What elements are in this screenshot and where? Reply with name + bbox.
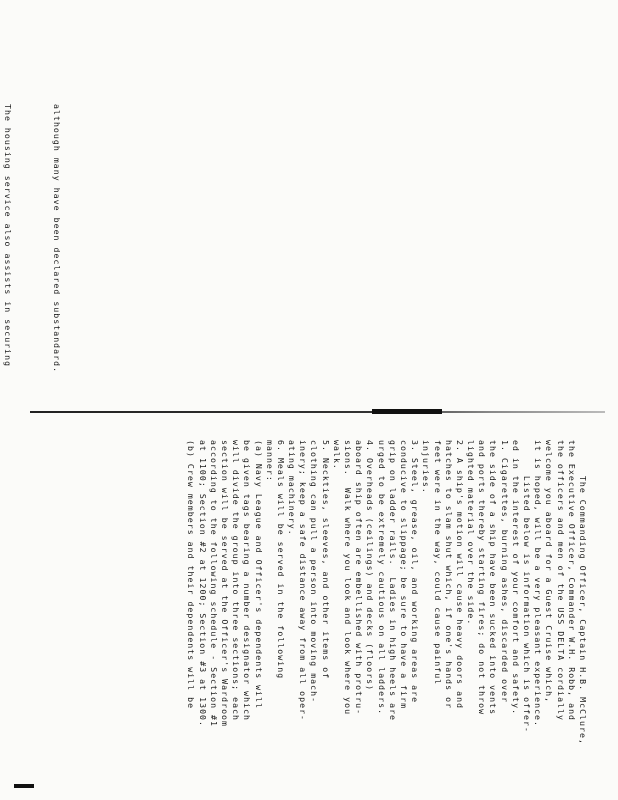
text-line: and ports thereby starting fires; do not throw (477, 440, 488, 716)
text-line: urged to be extremely cautious on all ladders. (376, 440, 387, 716)
text-line: section will be served at the Officer's Wardroom (220, 440, 230, 728)
text-line: aboard ship often are embellished with protru- (354, 440, 365, 716)
text-line: 4. Overheads (ceilings) and decks (floors) (365, 440, 376, 692)
text-line: feet were in the way, could cause painful (432, 440, 443, 686)
text-line: ed in the interest of your comfort and safety. (510, 440, 521, 716)
text-line: injuries. (421, 440, 432, 494)
text-line: walk. (331, 440, 342, 470)
text-line: welcome you aboard for a Guest Cruise which, (544, 440, 555, 704)
text-line: Listed below is information which is offer- (522, 440, 533, 733)
text-line: lighted material over the side. (466, 440, 477, 626)
text-line: 5. Neckties, sleeves, and other items of (320, 440, 331, 680)
text-line: conducive to slippage; be sure to have a firm (399, 440, 409, 710)
text-line: 6. Meals will be served in the following (275, 440, 286, 680)
text-line: will divide the group into three sections; each (231, 440, 242, 722)
text-line: according to the following schedule - Section #1 (208, 440, 219, 728)
text-line: The housing service also assists in securing (2, 104, 13, 368)
text-line: (a) Navy League and Officer's dependents will (253, 440, 264, 710)
upper-text-block (0, 104, 100, 379)
text-line: grip on ladder rails. Ladies in high heels are (387, 440, 398, 722)
text-line: the officers and men of the USS DELTA cordially (555, 440, 566, 722)
text-line: 2. A ship's motion will cause heavy doors and (454, 440, 465, 710)
text-line: be given tags bearing a number designator which (242, 440, 253, 722)
page-fold-line (30, 411, 605, 413)
lower-text-block (185, 440, 588, 745)
text-line: ating machinery. (287, 440, 298, 536)
text-line: 1. Cigarettes, burning ashes, discarded over (499, 440, 510, 704)
text-line: 3. Steel, grease, oil, and working areas are (410, 440, 421, 704)
text-line: at 1100; Section #2 at 1200; Section #3 at 1300. (197, 440, 208, 728)
text-line: manner: (264, 440, 275, 482)
text-line: it is hoped, will be a very pleasant experience. (533, 440, 544, 728)
text-line: (b) Crew members and their dependents will be (186, 440, 197, 710)
text-line: sions. Walk where you look and look where you (343, 440, 354, 716)
text-line: hatches to slam shut which, if one's hands or (443, 440, 454, 710)
text-line: the side of a ship have been sucked into vents (488, 440, 499, 716)
text-line: clothing can pull a person into moving mach- (309, 440, 320, 704)
text-line: The Commanding Officer, Captain H.B. McClure, (578, 440, 588, 745)
fold-mark (372, 409, 442, 414)
edge-mark (14, 784, 34, 788)
text-line: inery; keep a safe distance away from all oper- (298, 440, 309, 722)
text-line: the Executive Officer, Commander W.H. Robb, and (566, 440, 577, 722)
text-line: although many have been declared substandard. (52, 104, 62, 374)
